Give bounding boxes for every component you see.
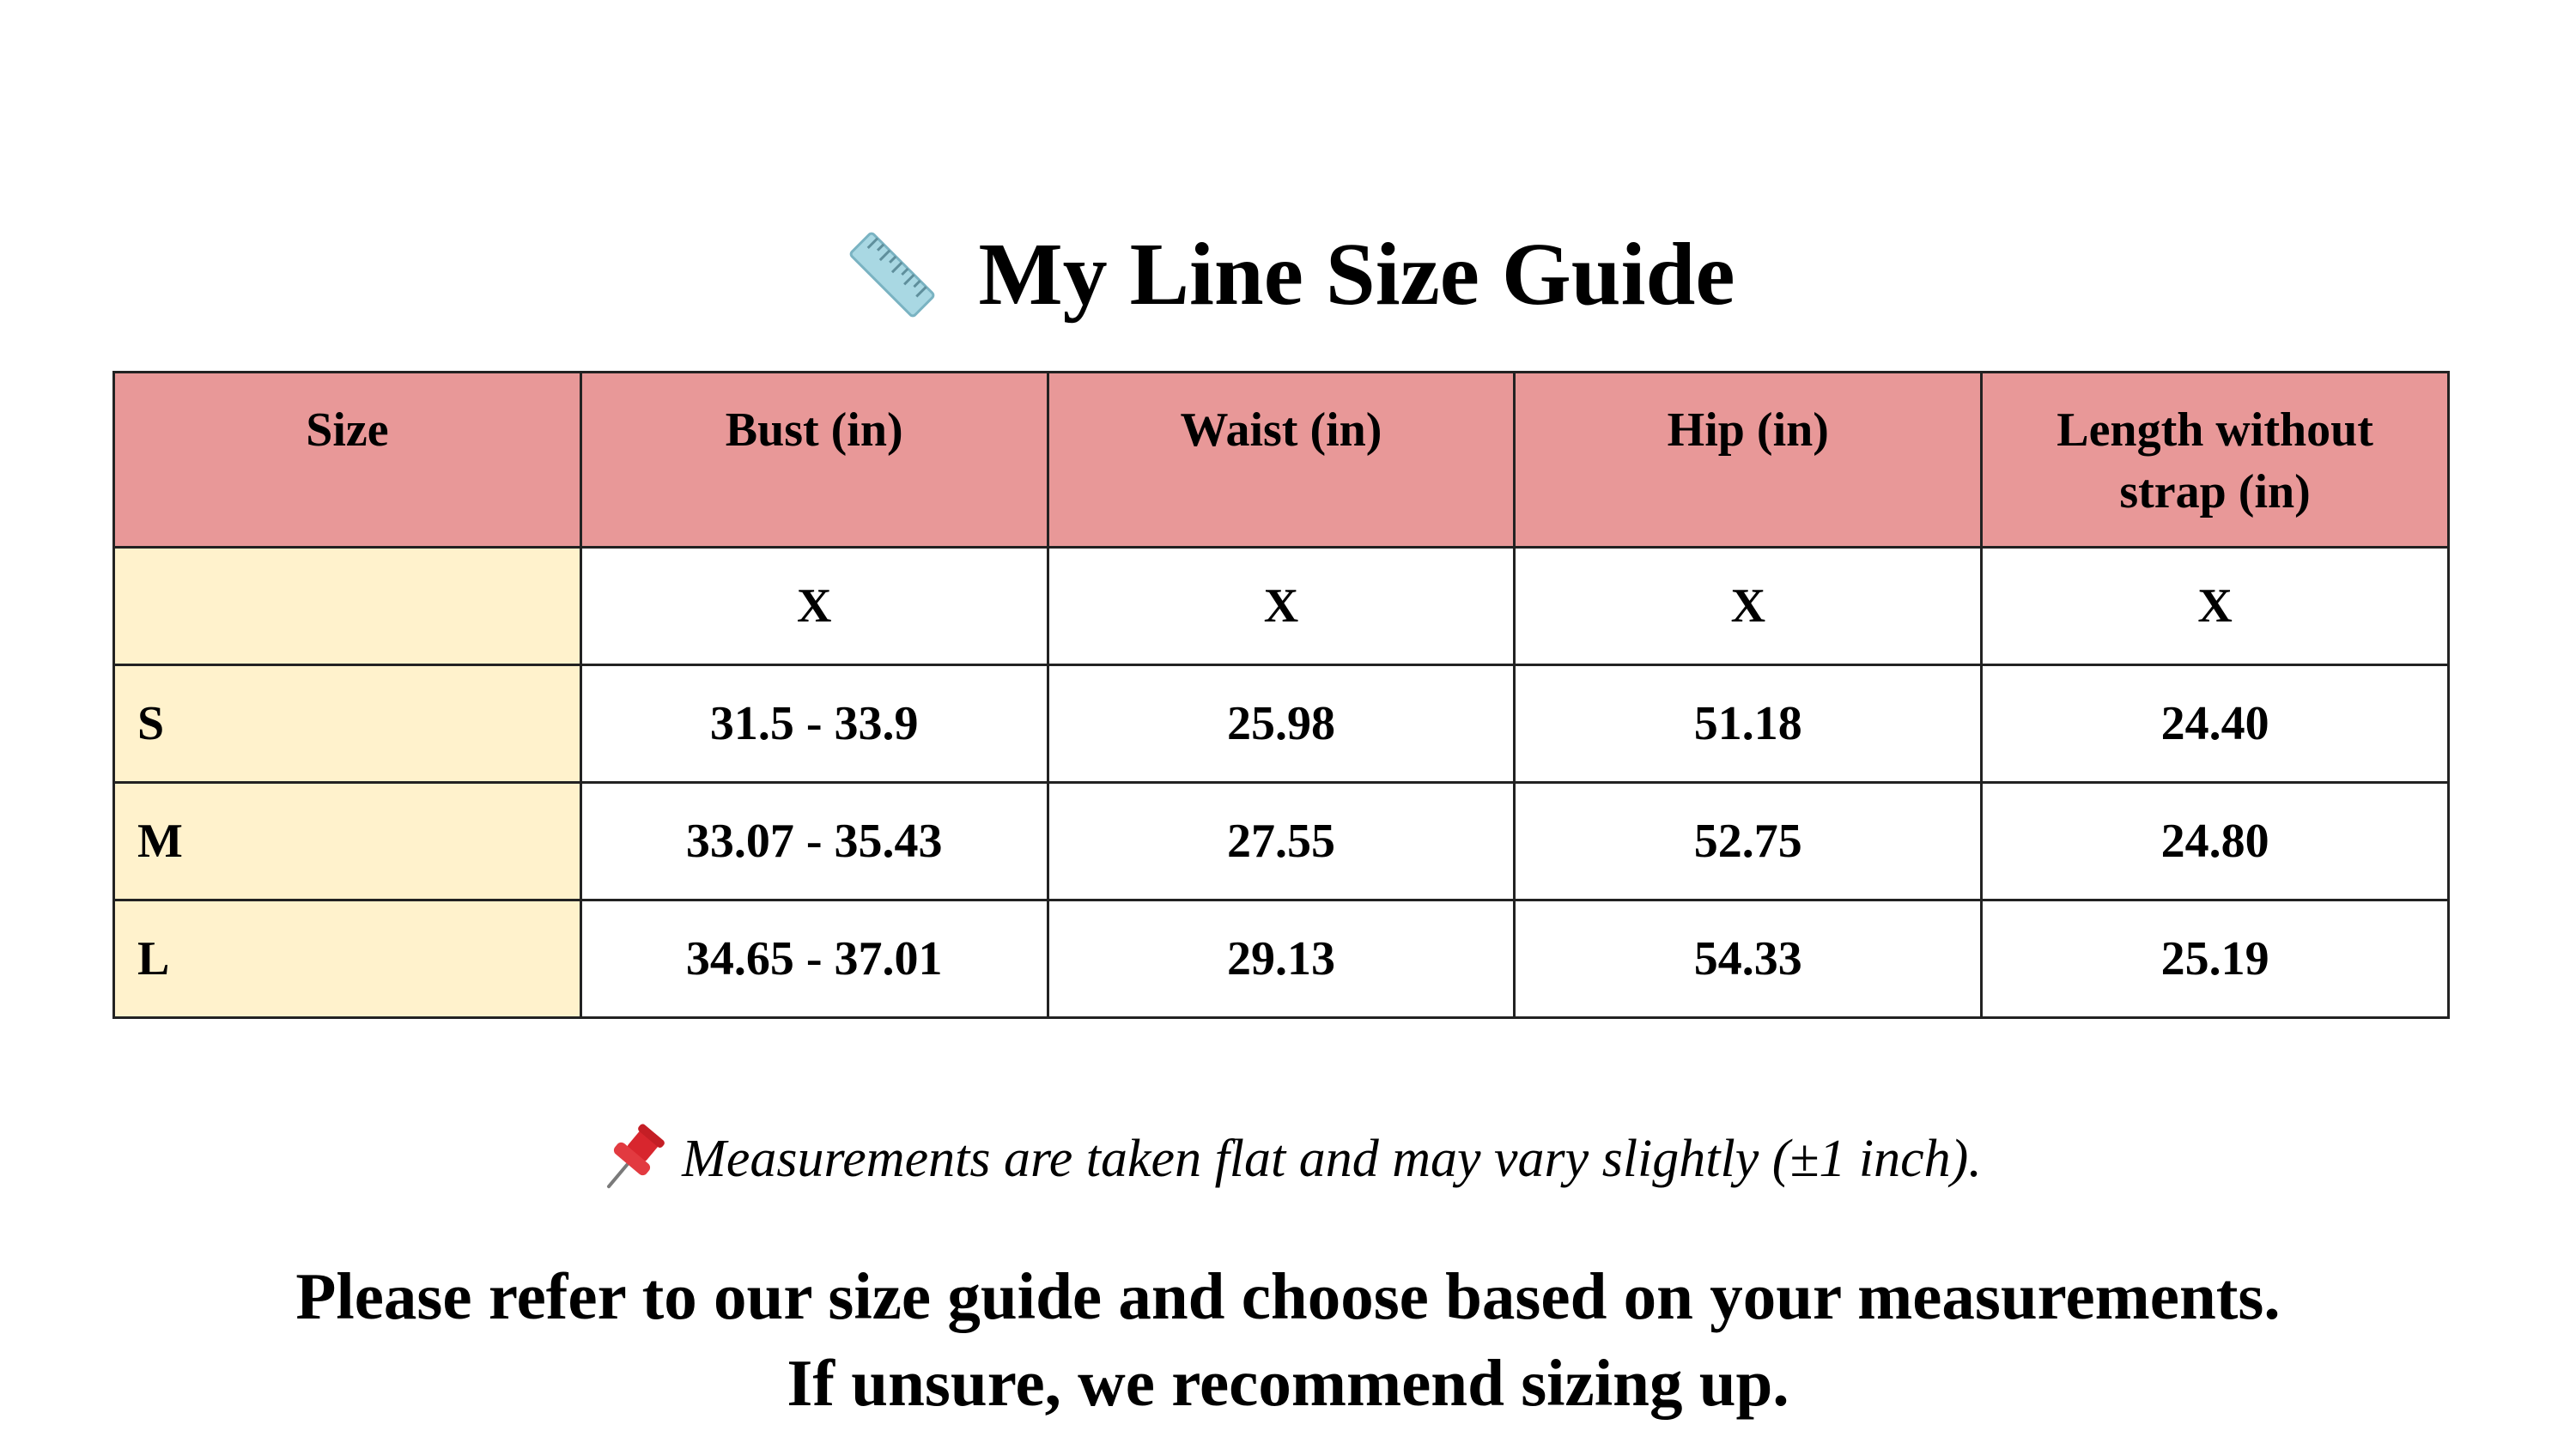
waist-cell: 25.98 (1048, 665, 1515, 783)
table-row (114, 548, 2449, 665)
header-bust: Bust (in) (580, 373, 1048, 548)
table-header-row (114, 373, 2449, 548)
size-cell (114, 548, 581, 665)
waist-cell: X (1048, 548, 1515, 665)
bust-cell: X (580, 548, 1048, 665)
header-hip: Hip (in) (1515, 373, 1982, 548)
bust-cell: 34.65 - 37.01 (580, 900, 1048, 1018)
hip-cell: 54.33 (1515, 900, 1982, 1018)
length-cell: X (1982, 548, 2449, 665)
waist-cell: 27.55 (1048, 783, 1515, 900)
bust-cell: 31.5 - 33.9 (580, 665, 1048, 783)
waist-cell: 29.13 (1048, 900, 1515, 1018)
measurement-note (0, 1116, 2576, 1202)
sizing-advice (0, 1253, 2576, 1427)
hip-cell: 51.18 (1515, 665, 1982, 783)
bust-cell: 33.07 - 35.43 (580, 783, 1048, 900)
table-row (114, 900, 2449, 1018)
pushpin-icon (594, 1121, 670, 1197)
table-row (114, 665, 2449, 783)
hip-cell: 52.75 (1515, 783, 1982, 900)
advice-line-2: If unsure, we recommend sizing up. (787, 1346, 1789, 1420)
note-text: Measurements are taken flat and may vary slightly (±1 inch). (682, 1129, 1982, 1188)
page-title: My Line Size Guide (978, 225, 1735, 324)
ruler-icon (841, 223, 944, 326)
size-table (112, 371, 2450, 1019)
page-title-row (0, 210, 2576, 339)
size-cell: L (114, 900, 581, 1018)
header-length: Length without strap (in) (1982, 373, 2449, 548)
header-size: Size (114, 373, 581, 548)
size-cell: S (114, 665, 581, 783)
length-cell: 24.40 (1982, 665, 2449, 783)
header-waist: Waist (in) (1048, 373, 1515, 548)
table-row (114, 783, 2449, 900)
hip-cell: X (1515, 548, 1982, 665)
length-cell: 24.80 (1982, 783, 2449, 900)
length-cell: 25.19 (1982, 900, 2449, 1018)
advice-line-1: Please refer to our size guide and choose based on your measurements. (295, 1259, 2281, 1333)
size-cell: M (114, 783, 581, 900)
